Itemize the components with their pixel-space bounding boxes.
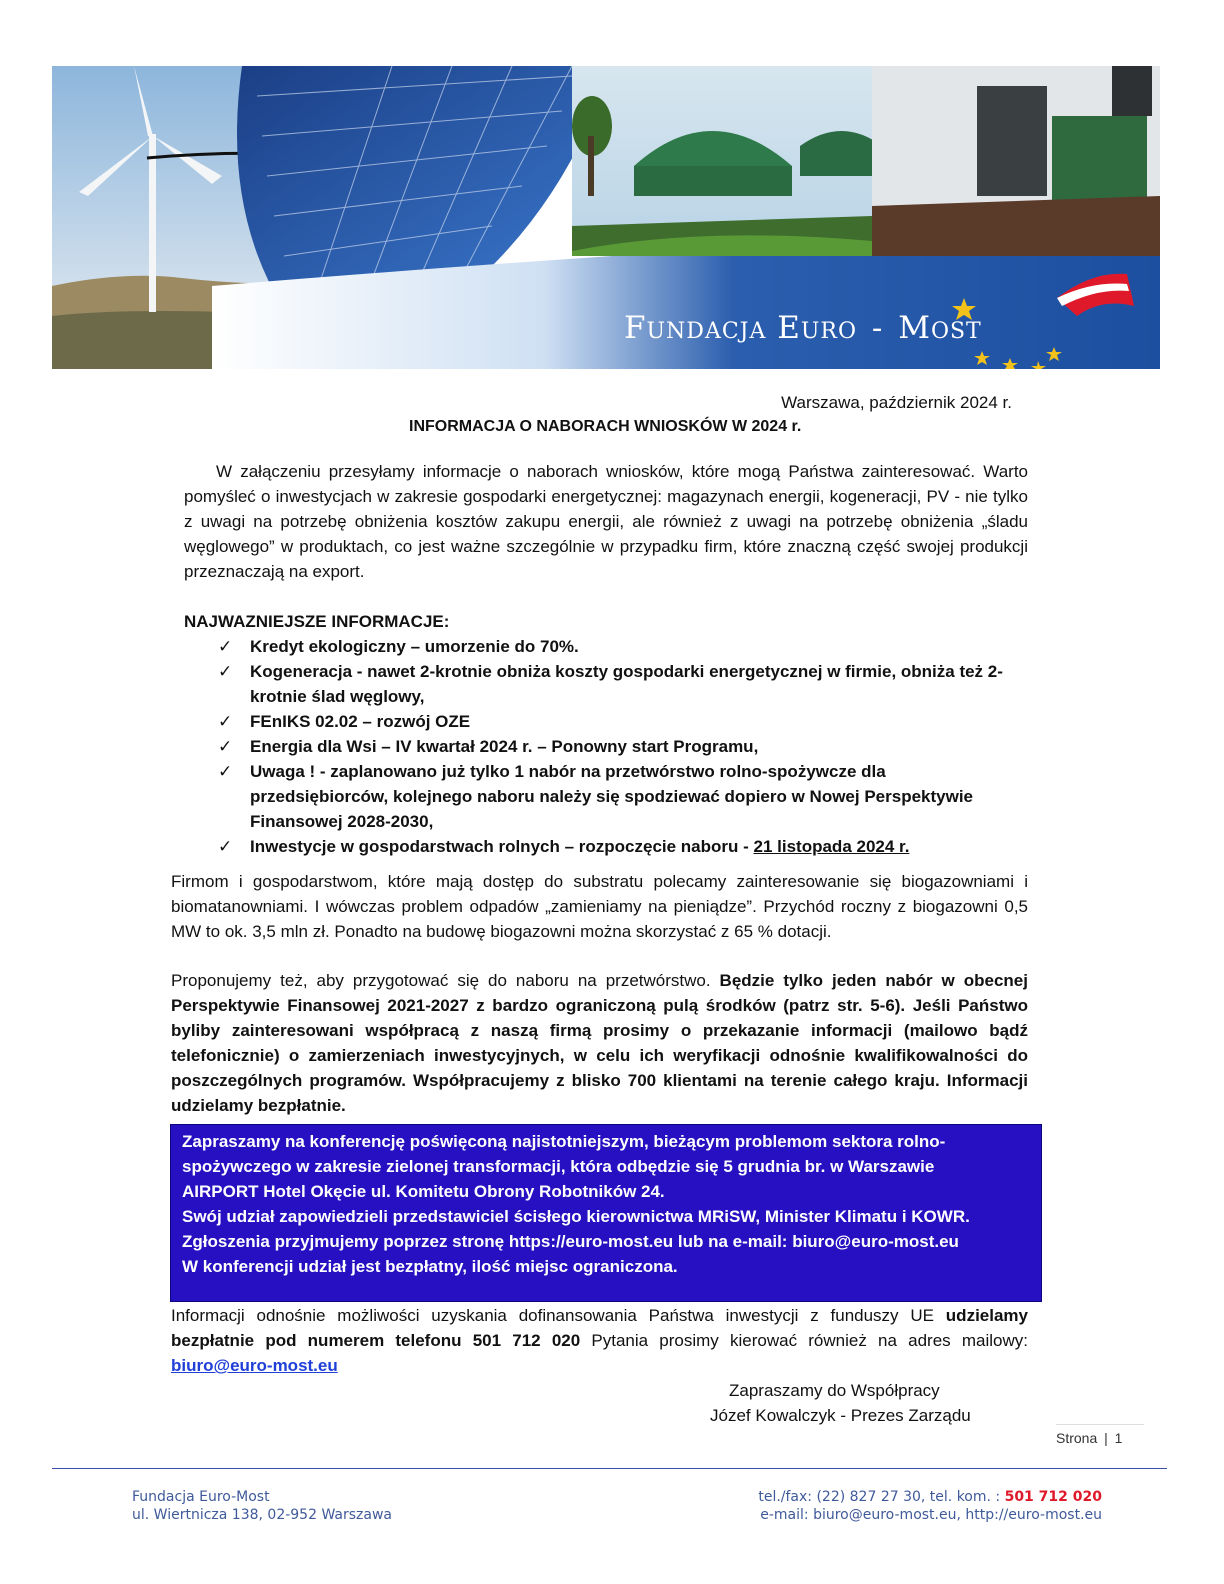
page-number: Strona | 1 — [1056, 1430, 1123, 1446]
page-number-rule — [1056, 1424, 1144, 1425]
intro-paragraph: W załączeniu przesyłamy informacje o naborach wniosków, które mogą Państwa zainteresować. Warto pomyśleć o inwestycjach w zakresie gospodarki energetycznej: magazynach energii, kogeneracji, PV - nie tylko z uwagi na potrzebę obniżenia kosztów zakupu energii, ale również z uwagi na potrzebę obniżenia „śladu węglowego” w produktach, co jest ważne szczególnie w przypadku firm, które znaczną część swojej produkcji przeznaczają na export. — [184, 462, 1028, 581]
footer-contact: tel./fax: (22) 827 27 30, tel. kom. : 501 712 020 e-mail: biuro@euro-most.eu, http://euro-most.eu — [640, 1488, 1102, 1524]
conference-line: Swój udział zapowiedzieli przedstawiciel ścisłego kierownictwa MRiSW, Minister Klimatu i KOWR. — [182, 1207, 970, 1226]
list-item: ✓ Energia dla Wsi – IV kwartał 2024 r. – Ponowny start Programu, — [218, 734, 1038, 759]
list-item: ✓ Kogeneracja - nawet 2-krotnie obniża koszty gospodarki energetycznej w firmie, obniża też 2-krotnie ślad węglowy, — [218, 659, 1038, 709]
document-title: INFORMACJA O NABORACH WNIOSKÓW W 2024 r. — [409, 418, 802, 435]
conference-line: Zapraszamy na konferencję poświęconą najistotniejszym, bieżącym problemom sektora rolno- — [182, 1132, 946, 1151]
footer-org — [132, 1488, 492, 1524]
biogas-paragraph: Firmom i gospodarstwom, które mają dostęp do substratu polecamy zainteresowanie się biogazowniami i biomatanowniami. I wówczas problem odpadów „zamieniamy na pieniądze”. Przychód roczny z biogazowni 0,5 MW to ok. 3,5 mln zł. Ponadto na budowę biogazowni można skorzystać z 65 % dotacji. — [171, 872, 1028, 941]
place-date: Warszawa, październik 2024 r. — [781, 393, 1012, 412]
footer-divider — [52, 1468, 1167, 1469]
checkmark-icon: ✓ — [218, 762, 233, 781]
brand-name: Fundacja Euro - Most — [624, 310, 982, 346]
email-link[interactable]: biuro@euro-most.eu — [171, 1356, 338, 1375]
processing-paragraph: Proponujemy też, aby przygotować się do naboru na przetwórstwo. Będzie tylko jeden nabór w obecnej Perspektywie Finansowej 2021-2027 z bardzo ograniczoną pulą środków (patrz str. 5-6). Jeśli Państwo byliby zainteresowani współpracą z naszą firmą prosimy o przekazanie informacji (mailowo bądź telefonicznie) o zamierzeniach inwestycyjnych, w celu ich weryfikacji odnośnie kwalifikowalności do poszczególnych programów. Współpracujemy z blisko 700 klientami na terenie całego kraju. Informacji udzielamy bezpłatnie. — [171, 971, 1028, 1115]
signature-greeting: Zapraszamy do Współpracy — [729, 1381, 940, 1400]
key-info-list — [218, 634, 1038, 859]
conference-line: Zgłoszenia przyjmujemy poprzez stronę https://euro-most.eu lub na e-mail: biuro@euro-most.eu — [182, 1232, 959, 1251]
checkmark-icon: ✓ — [218, 837, 233, 856]
list-item: ✓ Uwaga ! - zaplanowano już tylko 1 nabór na przetwórstwo rolno-spożywcze dla przedsiębiorców, kolejnego naboru należy się spodziewać dopiero w Nowej Perspektywie Finansowej 2028-2030, — [218, 759, 1038, 834]
list-item: ✓ FEnIKS 02.02 – rozwój OZE — [218, 709, 1038, 734]
checkmark-icon: ✓ — [218, 712, 233, 731]
signature-name: Józef Kowalczyk - Prezes Zarządu — [710, 1406, 971, 1425]
list-item: ✓ Inwestycje w gospodarstwach rolnych – rozpoczęcie naboru - 21 listopada 2024 r. — [218, 834, 1038, 859]
key-info-heading: NAJWAZNIEJSZE INFORMACJE: — [184, 612, 450, 631]
footer-org-address: ul. Wiertnicza 138, 02-952 Warszawa — [132, 1507, 392, 1523]
banner-illustration — [52, 66, 1160, 369]
conference-line: spożywczego w zakresie zielonej transformacji, która odbędzie się 5 grudnia br. w Warszawie — [182, 1157, 935, 1176]
checkmark-icon: ✓ — [218, 637, 233, 656]
footer-org-name: Fundacja Euro-Most — [132, 1489, 270, 1505]
checkmark-icon: ✓ — [218, 662, 233, 681]
conference-line: AIRPORT Hotel Okęcie ul. Komitetu Obrony Robotników 24. — [182, 1182, 665, 1201]
list-item: ✓ Kredyt ekologiczny – umorzenie do 70%. — [218, 634, 1038, 659]
checkmark-icon: ✓ — [218, 737, 233, 756]
contact-paragraph: Informacji odnośnie możliwości uzyskania dofinansowania Państwa inwestycji z funduszy UE udzielamy bezpłatnie pod numerem telefonu 501 712 020 Pytania prosimy kierować również na adres mailowy: biuro@euro-most.eu — [171, 1306, 1028, 1375]
conference-infobox — [170, 1124, 1042, 1302]
header-banner — [52, 66, 1160, 369]
footer-mobile: 501 712 020 — [1004, 1489, 1102, 1505]
footer-email-line: e-mail: biuro@euro-most.eu, http://euro-most.eu — [760, 1507, 1102, 1523]
recruitment-date: 21 listopada 2024 r. — [753, 837, 910, 856]
conference-line: W konferencji udział jest bezpłatny, ilość miejsc ograniczona. — [182, 1257, 678, 1276]
